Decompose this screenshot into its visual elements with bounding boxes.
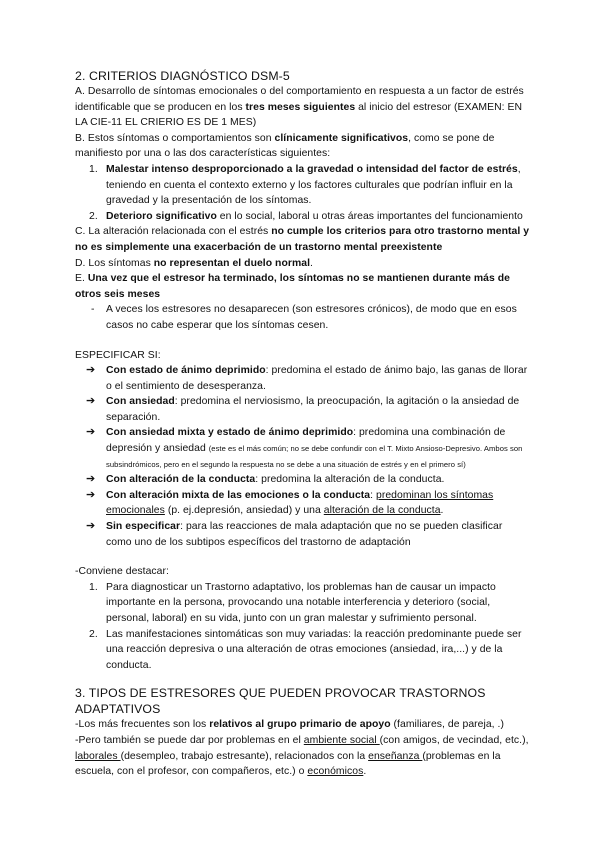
- section-2-title: 2. CRITERIOS DIAGNÓSTICO DSM-5: [75, 69, 290, 83]
- arrow-icon: ➔: [86, 473, 96, 486]
- criterion-c: C. La alteración relacionada con el estrés no cumple los criterios para otro trastorno mental y no es simplemente una exacerbación de un trastorno mental preexistente: [75, 226, 530, 253]
- arrow-icon: ➔: [86, 364, 96, 377]
- criterion-b-item-1: 1. Malestar intenso desproporcionado a la gravedad o intensidad del factor de estrés, teniendo en cuenta el contexto externo y los factores culturales que podrían influir en la gravedad y la presentación de los síntomas.: [89, 163, 521, 207]
- highlight-item-2: 2. Las manifestaciones sintomáticas son muy variadas: la reacción predominante puede ser una reacción depresiva o una alteración de otras emociones (ansiedad, ira,...) y de la conducta.: [89, 628, 522, 671]
- specifier-unspecified: ➔ Sin especificar: para las reacciones de mala adaptación que no se pueden clasificar como uno de los subtipos específicos del trastorno de adaptación: [86, 520, 503, 548]
- highlight-item-1: 1. Para diagnosticar un Trastorno adaptativo, los problemas han de causar un impacto importante en la persona, provocando una notable interferencia y deterioro (social, personal, laboral) en su vida, junto con un gran malestar y sufrimiento personal.: [89, 581, 496, 624]
- specifier-anxiety: ➔ Con ansiedad: predomina el nerviosismo, la preocupación, la agitación o la ansiedad de separación.: [86, 395, 520, 423]
- arrow-icon: ➔: [86, 426, 96, 439]
- specifier-note: (este es el más común; no se debe confundir con el T. Mixto Ansioso-Depresivo. Ambos son subsindrómicos, pero en el segundo la respuesta no se debe a una situación de estrés y en el primero sí): [106, 444, 523, 469]
- section-3-title: 3. TIPOS DE ESTRESORES QUE PUEDEN PROVOCAR TRASTORNOS ADAPTATIVOS: [75, 686, 486, 717]
- arrow-icon: ➔: [86, 488, 96, 501]
- stressors-paragraph-2: -Pero también se puede dar por problemas en el ambiente social (con amigos, de vecindad, etc.), laborales (desempleo, trabajo estresante), relacionados con la enseñanza (problemas en la escuela, con el profesor, con compañeros, etc.) o económicos.: [75, 734, 529, 778]
- specifier-mixed-anxiety-depressed: ➔ Con ansiedad mixta y estado de ánimo deprimido: predomina una combinación de depresión y ansiedad (este es el más común; no se debe confundir con el T. Mixto Ansioso-Depresivo. Ambos son subsindrómicos, pero en el segundo la respuesta no se debe a una situación de estrés y en el primero sí): [86, 426, 523, 469]
- criterion-d: D. Los síntomas no representan el duelo normal.: [75, 257, 313, 269]
- criterion-e: E. Una vez que el estresor ha terminado, los síntomas no se mantienen durante más de otros seis meses: [75, 273, 510, 300]
- criterion-a: A. Desarrollo de síntomas emocionales o del comportamiento en respuesta a un factor de estrés identificable que se producen en los tres meses siguientes al inicio del estresor (EXAMEN: EN LA CIE-11 EL CRIERIO ES DE 1 MES): [75, 86, 524, 129]
- criterion-b: B. Estos síntomas o comportamientos son clínicamente significativos, como se pone de manifiesto por una o las dos características siguientes:: [75, 132, 495, 160]
- arrow-icon: ➔: [86, 520, 96, 533]
- document-page: [75, 68, 530, 780]
- specify-title: ESPECIFICAR SI:: [75, 349, 161, 361]
- specifier-conduct: ➔ Con alteración de la conducta: predomina la alteración de la conducta.: [75, 472, 530, 488]
- stressors-paragraph-1: -Los más frecuentes son los relativos al grupo primario de apoyo (familiares, de pareja, .): [75, 719, 504, 731]
- criterion-e-note: - A veces los estresores no desaparecen (son estresores crónicos), de modo que en esos casos no cabe esperar que los síntomas cesen.: [91, 304, 517, 331]
- specifier-mixed-emotions-conduct: ➔ Con alteración mixta de las emociones o la conducta: predominan los síntomas emocionales (p. ej.depresión, ansiedad) y una alteración de la conducta.: [86, 488, 494, 517]
- criterion-b-item-2: 2. Deterioro significativo en lo social, laboral u otras áreas importantes del funcionamiento: [89, 210, 523, 222]
- arrow-icon: ➔: [86, 395, 96, 408]
- specifier-depressed-mood: ➔ Con estado de ánimo deprimido: predomina el estado de ánimo bajo, las ganas de llorar o el sentimiento de desesperanza.: [86, 364, 528, 392]
- highlight-title: -Conviene destacar:: [75, 566, 169, 578]
